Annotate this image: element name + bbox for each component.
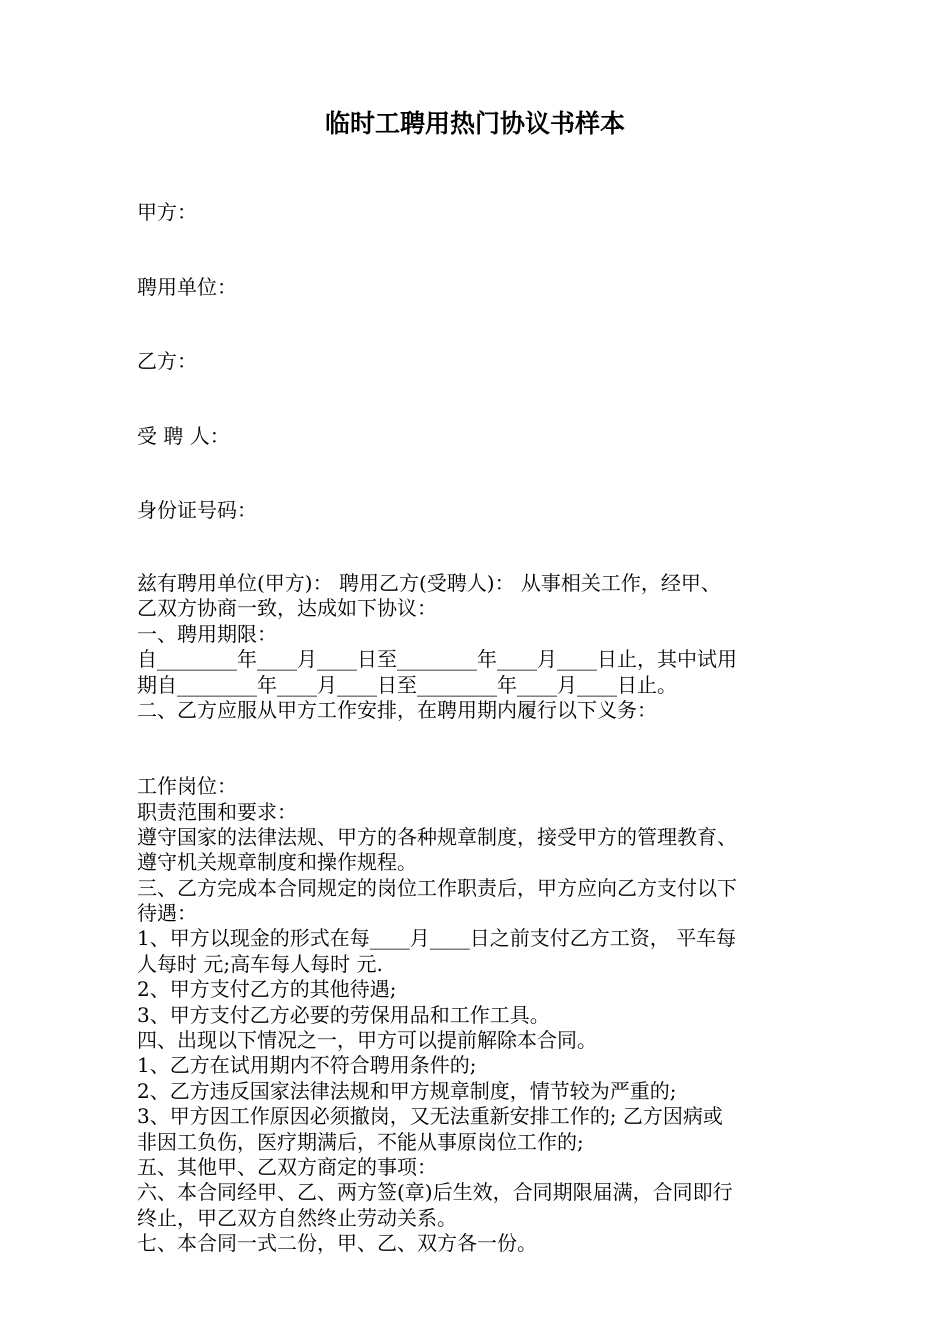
section-6-line-2: 终止，甲乙双方自然终止劳动关系。 <box>137 1205 457 1230</box>
duty-line-2: 遵守机关规章制度和操作规程。 <box>137 850 417 875</box>
section-2-heading: 二、乙方应服从甲方工作安排，在聘用期内履行以下义务： <box>137 697 657 722</box>
duties-line: 职责范围和要求： <box>137 799 297 824</box>
intro-line-2: 乙双方协商一致，达成如下协议： <box>137 596 437 621</box>
section-3-heading-line-2: 待遇： <box>137 901 197 926</box>
section-4-item-1: 1、乙方在试用期内不符合聘用条件的; <box>137 1053 477 1078</box>
employee-field: 受 聘 人： <box>137 424 230 448</box>
id-number-field: 身份证号码： <box>137 498 257 522</box>
intro-line-1: 兹有聘用单位(甲方)： 聘用乙方(受聘人)： 从事相关工作，经甲、 <box>137 571 721 595</box>
section-7-line-1: 七、本合同一式二份，甲、乙、双方各一份。 <box>137 1231 537 1256</box>
section-4-item-3-line-1: 3、甲方因工作原因必须撤岗，又无法重新安排工作的; 乙方因病或 <box>137 1104 723 1129</box>
section-3-heading-line-1: 三、乙方完成本合同规定的岗位工作职责后，甲方应向乙方支付以下 <box>137 875 737 900</box>
section-1-line-1: 自________年____月____日至________年____月____日止，其中试用 <box>137 647 737 672</box>
section-3-item-1-line-1: 1、甲方以现金的形式在每____月____日之前支付乙方工资， 平车每 <box>137 926 737 951</box>
work-post-line: 工作岗位： <box>137 774 237 799</box>
blank-gap <box>137 723 827 774</box>
section-1-heading: 一、聘用期限： <box>137 621 277 646</box>
agreement-body <box>137 571 827 1257</box>
party-b-field: 乙方： <box>137 349 197 373</box>
duty-line-1: 遵守国家的法律法规、甲方的各种规章制度，接受甲方的管理教育、 <box>137 824 737 849</box>
party-a-field: 甲方： <box>137 200 197 224</box>
section-4-item-3-line-2: 非因工负伤，医疗期满后，不能从事原岗位工作的; <box>137 1129 584 1154</box>
section-6-line-1: 六、本合同经甲、乙、两方签(章)后生效，合同期限届满，合同即行 <box>137 1180 733 1205</box>
section-4-item-2: 2、乙方违反国家法律法规和甲方规章制度，情节较为严重的; <box>137 1078 677 1103</box>
document-title: 临时工聘用热门协议书样本 <box>324 109 625 138</box>
employer-field: 聘用单位： <box>137 275 237 299</box>
section-3-item-3: 3、甲方支付乙方必要的劳保用品和工作工具。 <box>137 1002 550 1027</box>
section-3-item-2: 2、甲方支付乙方的其他待遇; <box>137 977 397 1002</box>
section-4-heading: 四、出现以下情况之一，甲方可以提前解除本合同。 <box>137 1028 597 1053</box>
section-1-line-2: 期自________年____月____日至________年____月____日止。 <box>137 672 677 697</box>
section-3-item-1-line-2: 人每时 元;高车每人每时 元. <box>137 951 383 976</box>
section-5-heading: 五、其他甲、乙双方商定的事项： <box>137 1155 437 1179</box>
